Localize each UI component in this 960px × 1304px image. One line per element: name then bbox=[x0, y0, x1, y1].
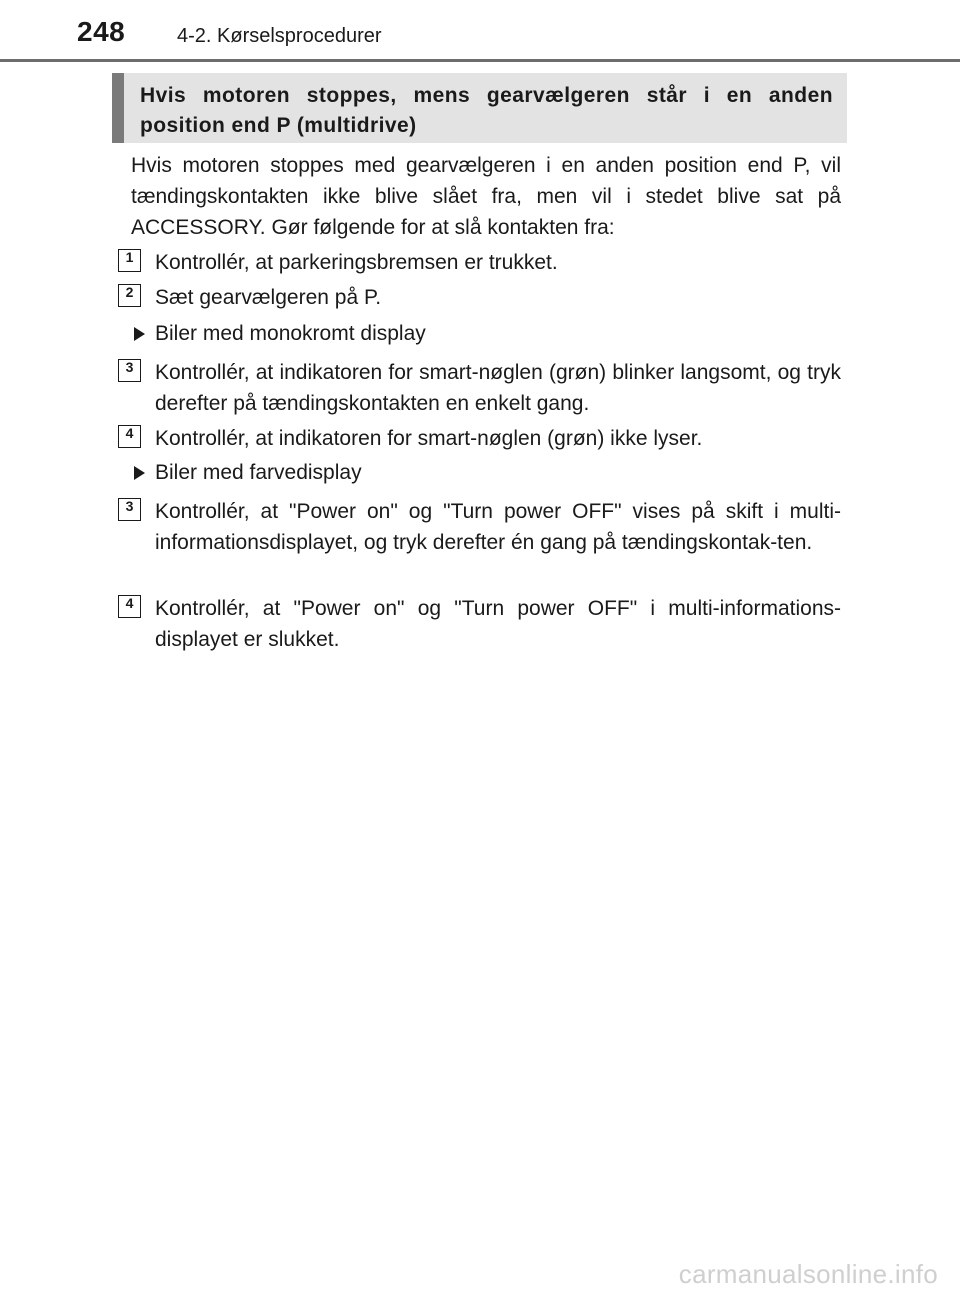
section-heading: Hvis motoren stoppes, mens gearvælgeren står i en anden position end P (multidrive) bbox=[140, 84, 833, 137]
variant-heading-mono: Biler med monokromt display bbox=[155, 322, 426, 345]
triangle-right-icon bbox=[134, 466, 145, 480]
page-header bbox=[0, 0, 960, 62]
section-heading-box bbox=[112, 73, 847, 143]
step-text: Kontrollér, at parkeringsbremsen er trukket. bbox=[155, 251, 558, 274]
page-number: 248 bbox=[77, 16, 126, 47]
variant-heading-color: Biler med farvedisplay bbox=[155, 461, 362, 484]
intro-paragraph: Hvis motoren stoppes med gearvælgeren i en anden position end P, vil tændingskontakten ikke blive slået fra, men vil i stedet blive sat på ACCESSORY. Gør følgende for at slå kontakten fra: bbox=[131, 154, 841, 239]
step-text: Kontrollér, at "Power on" og "Turn power OFF" vises på skift i multi-informationsdisplayet, og tryk derefter én gang på tændingskontak-ten. bbox=[155, 500, 841, 554]
step-text: Kontrollér, at indikatoren for smart-nøglen (grøn) ikke lyser. bbox=[155, 427, 703, 450]
triangle-right-icon bbox=[134, 327, 145, 341]
step-number-badge: 4 bbox=[118, 595, 141, 618]
step-number-badge: 3 bbox=[118, 498, 141, 521]
section-title: 4-2. Kørselsprocedurer bbox=[177, 25, 382, 47]
header-divider bbox=[0, 59, 960, 62]
step-number-badge: 3 bbox=[118, 359, 141, 382]
step-number-badge: 4 bbox=[118, 425, 141, 448]
step-text: Kontrollér, at "Power on" og "Turn power OFF" i multi-informations-displayet er slukket. bbox=[155, 597, 841, 651]
step-number-badge: 1 bbox=[118, 249, 141, 272]
step-number-badge: 2 bbox=[118, 284, 141, 307]
step-text: Sæt gearvælgeren på P. bbox=[155, 286, 382, 309]
watermark-text: carmanualsonline.info bbox=[678, 1259, 938, 1289]
step-text: Kontrollér, at indikatoren for smart-nøglen (grøn) blinker langsomt, og tryk derefter på tændingskontakten en enkelt gang. bbox=[155, 361, 841, 415]
